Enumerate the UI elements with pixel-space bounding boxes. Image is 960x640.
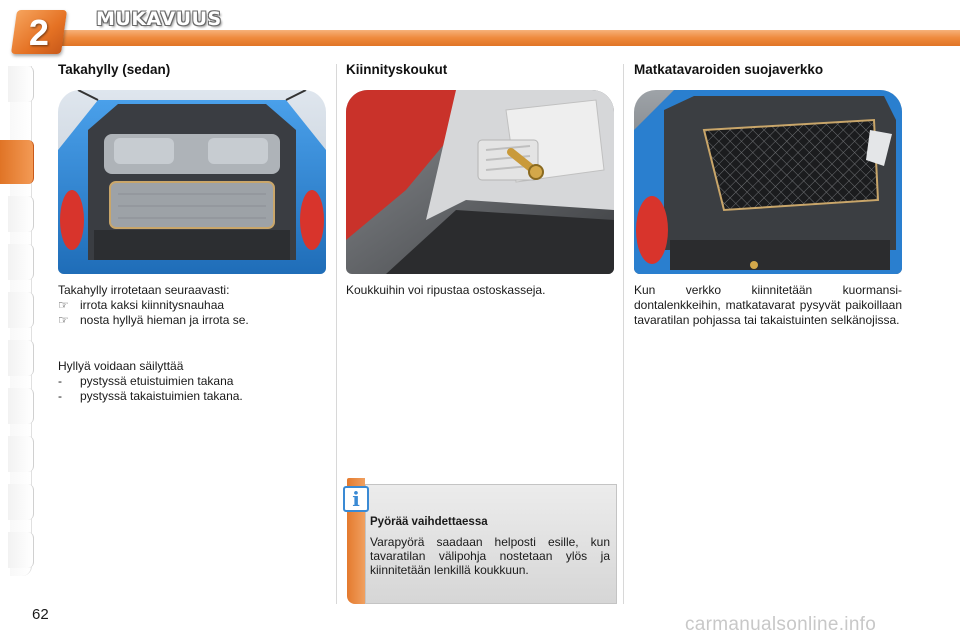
chapter-header — [0, 0, 960, 56]
bullet-text: irrota kaksi kiinnitysnauhaa — [80, 298, 225, 312]
dash-marker: - — [58, 389, 62, 403]
column-1-text — [58, 283, 326, 404]
column-divider — [623, 64, 624, 604]
chapter-tabs — [0, 66, 36, 576]
section-title-luggage-net: Matkatavaroiden suojaverkko — [634, 62, 824, 77]
section-title-hooks: Kiinnityskoukut — [346, 62, 448, 77]
hooks-text: Koukkuihin voi ripustaa ostoskasseja. — [346, 283, 546, 297]
chapter-tab-5[interactable] — [8, 292, 34, 328]
list-item — [58, 389, 326, 404]
watermark: carmanualsonline.info — [685, 614, 877, 635]
chapter-tab-8[interactable] — [8, 436, 34, 472]
storage-intro: Hyllyä voidaan säilyttää — [58, 359, 184, 373]
chapter-tab-2-active[interactable] — [0, 140, 34, 184]
info-icon: i — [343, 486, 369, 512]
chapter-tab-6[interactable] — [8, 340, 34, 376]
luggage-net-text: Kun verkko kiinnitetään kuormansidontalenkkeihin, matkatavarat pysyvät paikoillaan tavaratilan pohjassa tai takaistuinten selkänojissa. — [634, 283, 902, 327]
chapter-tab-7[interactable] — [8, 388, 34, 424]
removal-intro: Takahylly irrotetaan seuraavasti: — [58, 283, 230, 297]
storage-item-text: pystyssä takaistuimien takana. — [80, 389, 243, 403]
chapter-number: 2 — [28, 12, 49, 53]
pointing-hand-icon: ☞ — [58, 313, 69, 327]
list-item — [58, 313, 326, 328]
header-bar — [60, 30, 960, 46]
bullet-text: nosta hyllyä hieman ja irrota se. — [80, 313, 249, 327]
pointing-hand-icon: ☞ — [58, 298, 69, 312]
chapter-badge — [11, 10, 67, 54]
hooks-photo — [346, 90, 614, 274]
page-number: 62 — [32, 606, 49, 623]
parcel-shelf-photo — [58, 90, 326, 274]
chapter-tab-4[interactable] — [8, 244, 34, 280]
info-title: Pyörää vaihdettaessa — [370, 516, 488, 528]
storage-item-text: pystyssä etuistuimien takana — [80, 374, 234, 388]
luggage-net-photo — [634, 90, 902, 274]
list-item — [58, 374, 326, 389]
chapter-title: MUKAVUUS — [96, 8, 222, 30]
chapter-tab-10[interactable] — [8, 532, 34, 568]
info-text: Varapyörä saadaan helposti esille, kun tavaratilan välipohja nostetaan ylös ja kiinnitetään lenkillä koukkuun. — [370, 535, 610, 577]
column-divider — [336, 64, 337, 604]
list-item — [58, 298, 326, 313]
chapter-tab-1[interactable] — [8, 66, 34, 102]
chapter-tab-3[interactable] — [8, 196, 34, 232]
section-title-parcel-shelf: Takahylly (sedan) — [58, 62, 171, 77]
chapter-tab-9[interactable] — [8, 484, 34, 520]
dash-marker: - — [58, 374, 62, 388]
